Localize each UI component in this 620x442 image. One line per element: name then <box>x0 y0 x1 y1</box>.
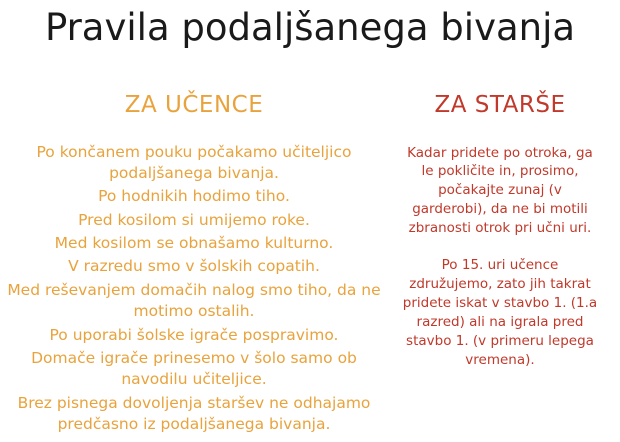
students-heading: ZA UČENCE <box>124 92 264 118</box>
content-columns <box>0 92 620 437</box>
list-item: Pred kosilom si umijemo roke. <box>78 210 310 229</box>
list-item: Po uporabi šolske igrače pospravimo. <box>49 325 339 344</box>
list-item: Po hodnikih hodimo tiho. <box>98 187 290 206</box>
list-item: Med reševanjem domačih nalog smo tiho, da ne motimo ostalih. <box>7 280 381 321</box>
list-item: V razredu smo v šolskih copatih. <box>68 257 320 276</box>
page-title: Pravila podaljšanega bivanja <box>44 6 576 49</box>
list-item: Brez pisnega dovoljenja staršev ne odhajamo predčasno iz podaljšanega bivanja. <box>17 393 371 434</box>
paragraph: Kadar pridete po otroka, ga le pokličite in, prosimo, počakajte zunaj (v garderobi), da ne bi motili zbranosti otrok pri učni uri. <box>407 144 593 237</box>
parents-heading: ZA STARŠE <box>434 92 566 118</box>
list-item: Med kosilom se obnašamo kulturno. <box>54 234 334 253</box>
list-item: Domače igrače prinesemo v šolo samo ob navodilu učiteljice. <box>31 348 357 389</box>
parents-column <box>390 92 620 369</box>
paragraph: Po 15. uri učence združujemo, zato jih takrat pridete iskat v stavbo 1. (1.a razred) ali na igrala pred stavbo 1. (v primeru lepega vremena). <box>402 257 598 368</box>
students-rules-list <box>6 142 382 436</box>
list-item: Po končanem pouku počakamo učiteljico podaljšanega bivanja. <box>36 142 352 182</box>
parents-text-block <box>402 144 598 370</box>
students-column <box>0 92 390 437</box>
